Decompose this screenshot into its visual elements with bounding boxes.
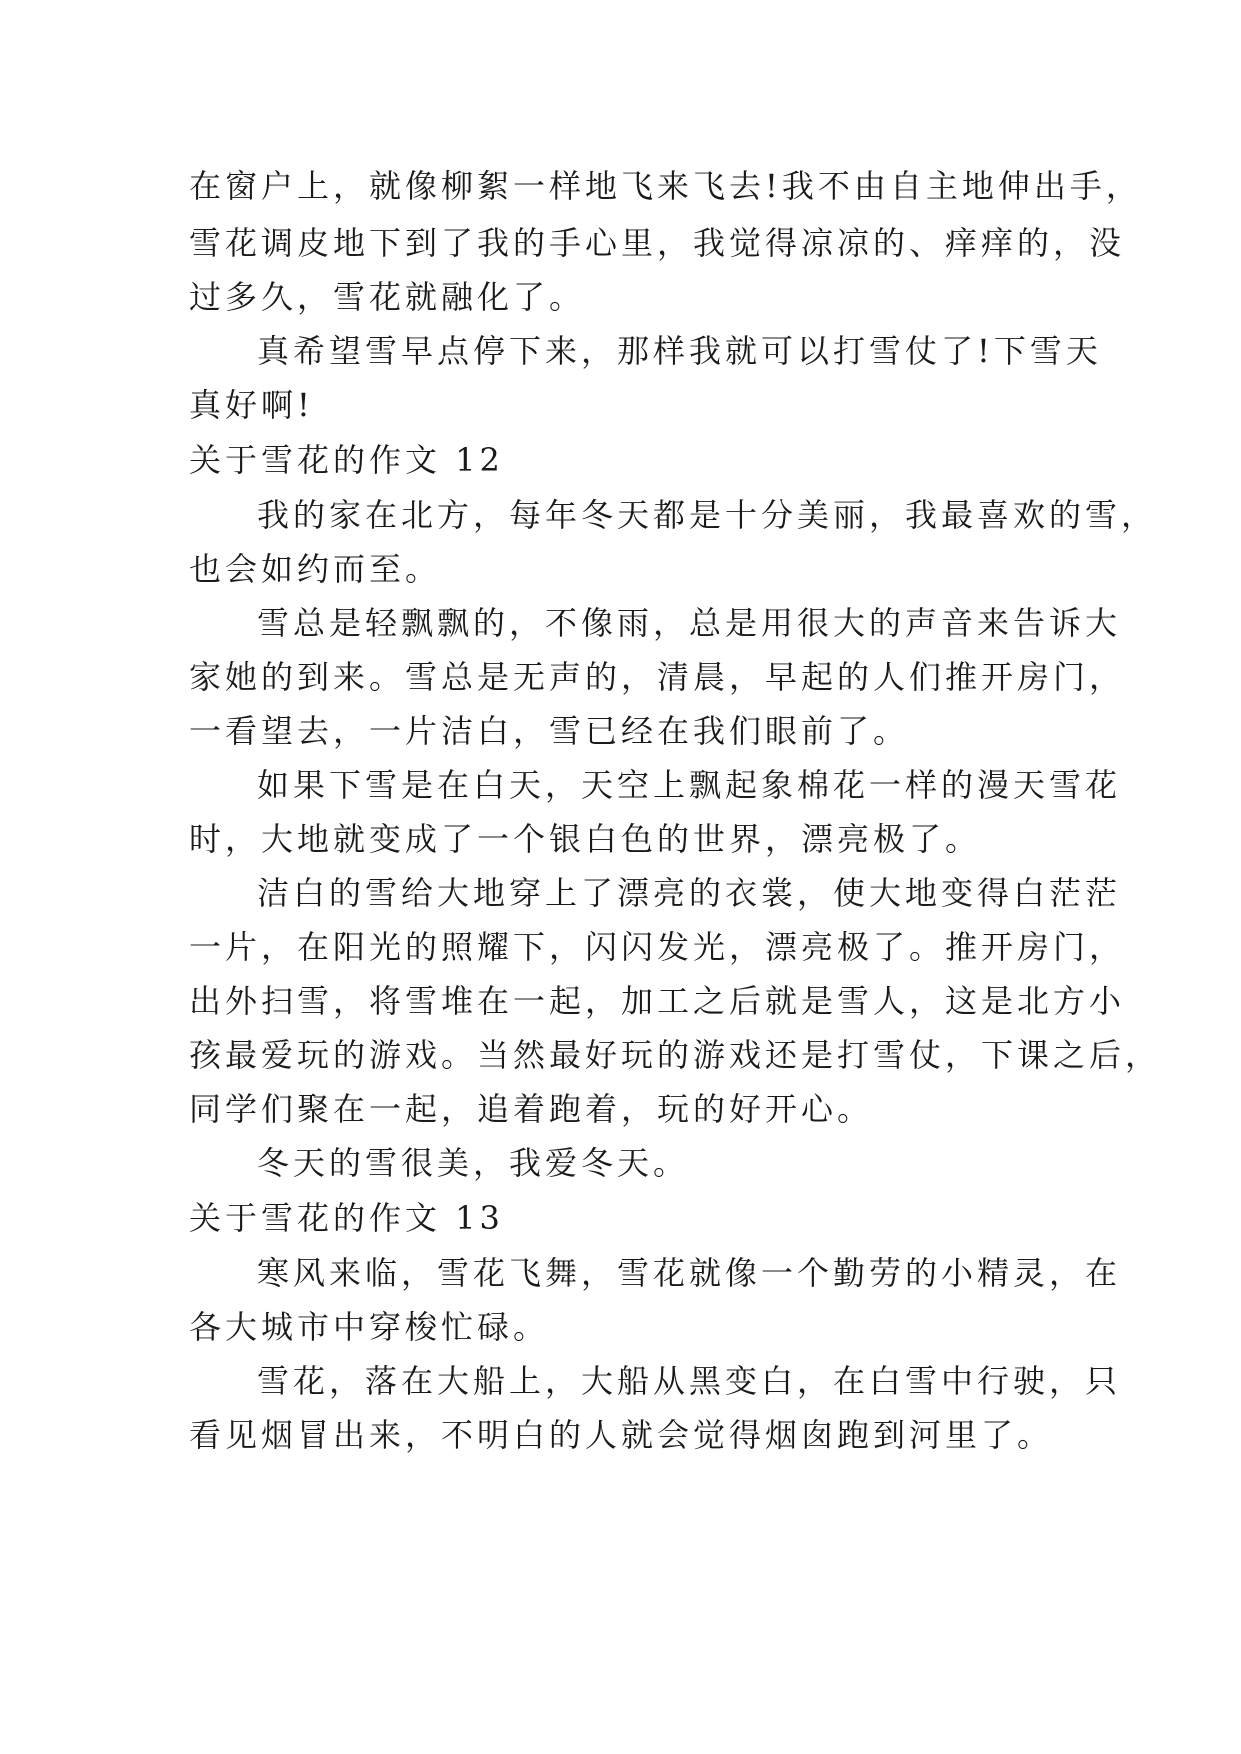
text-line: 出外扫雪，将雪堆在一起，加工之后就是雪人，这是北方小 — [189, 982, 1126, 1020]
paragraph — [189, 866, 1162, 1136]
text-line: 一看望去，一片洁白，雪已经在我们眼前了。 — [189, 712, 910, 750]
text-line: 各大城市中穿梭忙碌。 — [189, 1308, 550, 1346]
text-line: 看见烟冒出来，不明白的人就会觉得烟囱跑到河里了。 — [189, 1416, 1054, 1454]
text-line: 也会如约而至。 — [189, 550, 442, 588]
text-line: 真希望雪早点停下来，那样我就可以打雪仗了!下雪天 — [257, 332, 1102, 370]
text-line: 雪花，落在大船上，大船从黑变白，在白雪中行驶，只 — [257, 1362, 1122, 1400]
text-line: 时，大地就变成了一个银白色的世界，漂亮极了。 — [189, 820, 982, 858]
paragraph — [189, 1136, 1069, 1190]
paragraph — [189, 324, 1102, 432]
text-line: 雪总是轻飘飘的，不像雨，总是用很大的声音来告诉大 — [257, 604, 1122, 642]
section-heading: 关于雪花的作文 12 — [189, 441, 504, 479]
paragraph — [189, 488, 1158, 596]
text-line: 我的家在北方，每年冬天都是十分美丽，我最喜欢的雪， — [257, 496, 1158, 534]
text-line: 孩最爱玩的游戏。当然最好玩的游戏还是打雪仗，下课之后， — [189, 1036, 1162, 1074]
text-line: 过多久，雪花就融化了。 — [189, 278, 586, 316]
paragraph — [189, 596, 1126, 758]
text-line: 寒风来临，雪花飞舞，雪花就像一个勤劳的小精灵，在 — [257, 1254, 1122, 1292]
paragraph — [189, 758, 1122, 866]
text-line: 冬天的雪很美，我爱冬天。 — [257, 1144, 690, 1182]
text-line: 真好啊! — [189, 386, 314, 424]
text-line: 同学们聚在一起，追着跑着，玩的好开心。 — [189, 1090, 874, 1128]
paragraph — [189, 1246, 1122, 1354]
text-line: 家她的到来。雪总是无声的，清晨，早起的人们推开房门， — [189, 658, 1126, 696]
document-body — [189, 156, 1162, 1462]
text-line: 在窗户上，就像柳絮一样地飞来飞去!我不由自主地伸出手， — [189, 167, 1142, 205]
paragraph — [189, 156, 1142, 324]
text-line: 雪花调皮地下到了我的手心里，我觉得凉凉的、痒痒的，没 — [189, 224, 1126, 262]
text-line: 洁白的雪给大地穿上了漂亮的衣裳，使大地变得白茫茫 — [257, 874, 1122, 912]
section-heading: 关于雪花的作文 13 — [189, 1199, 504, 1237]
text-line: 如果下雪是在白天，天空上飘起象棉花一样的漫天雪花 — [257, 766, 1122, 804]
text-line: 一片，在阳光的照耀下，闪闪发光，漂亮极了。推开房门， — [189, 928, 1126, 966]
paragraph — [189, 1354, 1122, 1462]
